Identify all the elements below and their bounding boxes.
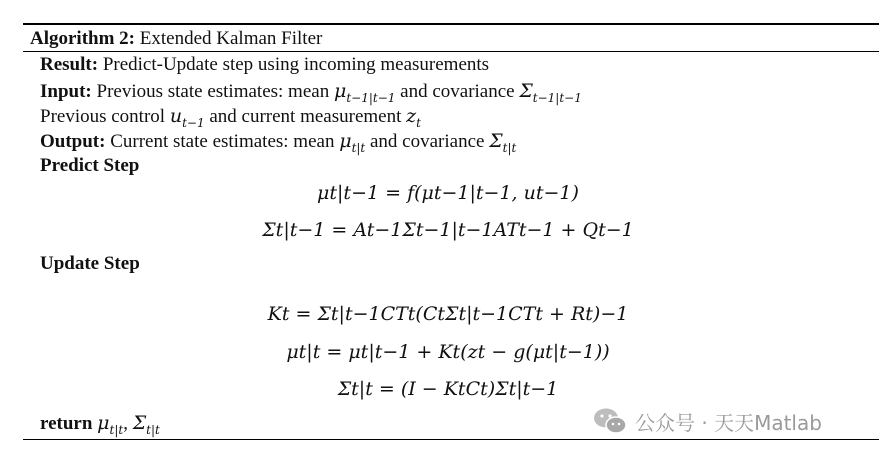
result-line	[40, 54, 489, 76]
predict-eq-2: Σt|t−1 = At−1Σt−1|t−1ATt−1 + Qt−1	[262, 219, 634, 241]
header-rule	[23, 51, 879, 52]
input-text-1: Previous state estimates: mean	[96, 81, 330, 102]
update-heading: Update Step	[40, 253, 140, 274]
output-label: Output:	[40, 131, 106, 152]
algorithm-label: Algorithm 2:	[30, 28, 136, 49]
input2-measurement: $z_t$	[406, 105, 421, 130]
return-mean: $\mu_{t|t}$	[97, 412, 124, 437]
input-cov: $\Sigma_{t-1|t-1}$	[519, 80, 582, 105]
output-mean: $\mu_{t|t}$	[339, 130, 366, 155]
update-eq-1: Kt = Σt|t−1CTt(CtΣt|t−1CTt + Rt)−1	[267, 303, 629, 325]
result-label: Result:	[40, 54, 99, 75]
predict-heading: Predict Step	[40, 155, 140, 176]
return-line: return $\mu_{t|t}$, $\Sigma_{t|t}$	[40, 412, 160, 437]
watermark	[593, 403, 822, 439]
input2-text-2: and current measurement	[209, 106, 402, 127]
input-mean: $\mu_{t-1|t-1}$	[333, 80, 396, 105]
result-text: Predict-Update step using incoming measurements	[102, 54, 490, 75]
input2-text-1: Previous control	[40, 106, 166, 127]
return-cov: $\Sigma_{t|t}$	[132, 412, 160, 437]
output-text-1: Current state estimates: mean	[110, 131, 335, 152]
input-label: Input:	[40, 81, 92, 102]
predict-eq-1: μt|t−1 = f(μt−1|t−1, ut−1)	[317, 182, 579, 204]
update-eq-2: μt|t = μt|t−1 + Kt(zt − g(μt|t−1))	[286, 341, 610, 363]
input2-control: $u_{t-1}$	[169, 105, 205, 130]
input-text-2: and covariance	[400, 81, 515, 102]
output-text-2: and covariance	[370, 131, 485, 152]
watermark-text: 公众号 · 天天Matlab	[635, 410, 822, 435]
algorithm-title: Extended Kalman Filter	[139, 28, 323, 49]
update-eq-3: Σt|t = (I − KtCt)Σt|t−1	[337, 378, 559, 400]
algorithm-header	[30, 28, 322, 50]
top-rule	[23, 23, 879, 25]
wechat-icon	[593, 407, 627, 435]
output-cov: $\Sigma_{t|t}$	[489, 130, 517, 155]
return-label: return	[40, 413, 93, 434]
